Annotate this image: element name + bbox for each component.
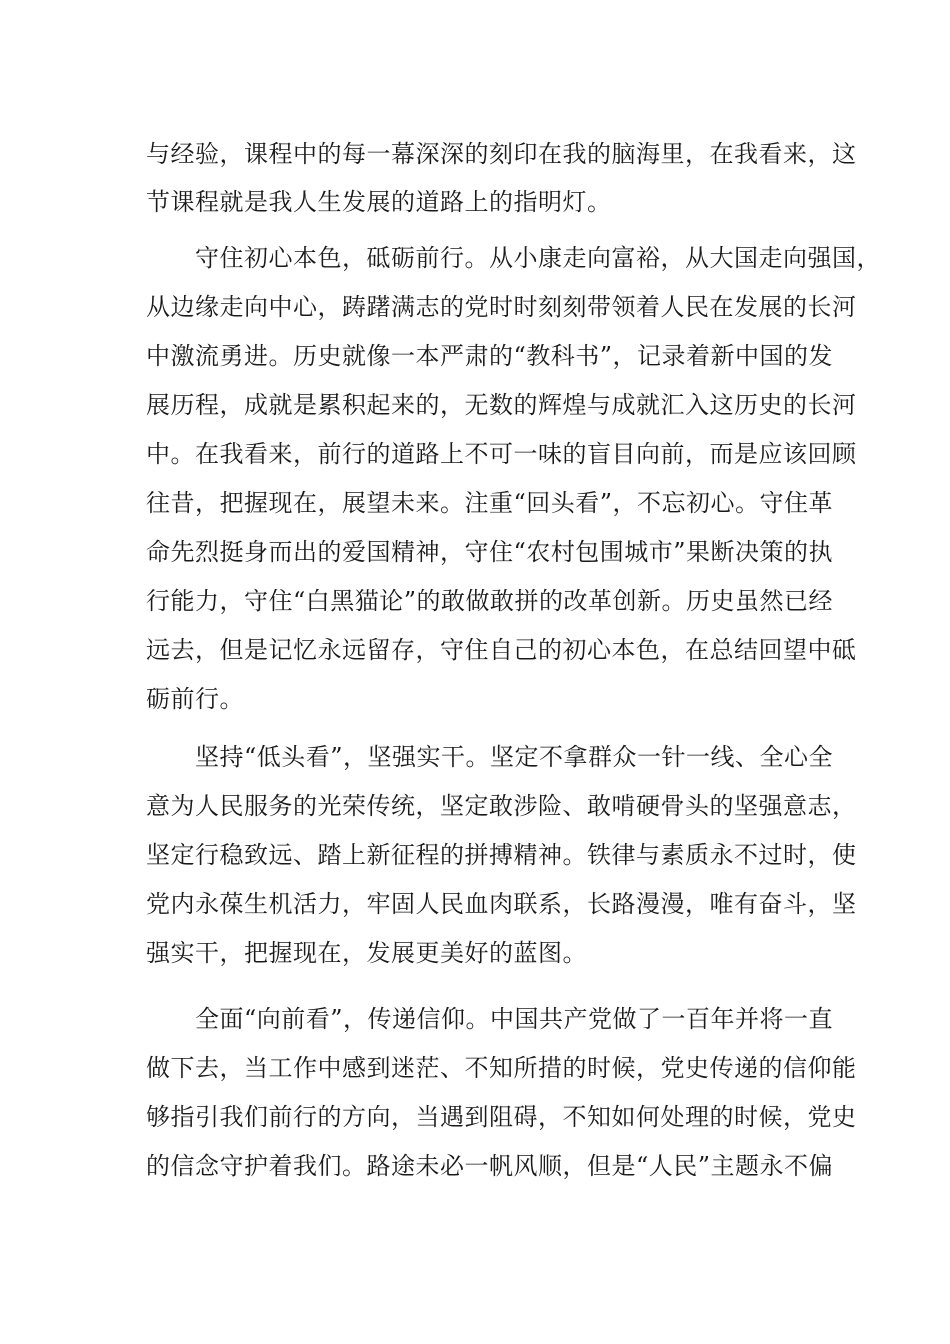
text-line: 展历程，成就是累积起来的，无数的辉煌与成就汇入这历史的长河 [146,391,857,419]
text-line: 节课程就是我人生发展的道路上的指明灯。 [146,188,612,216]
text-line: 行能力，守住“白黑猫论”的敢做敢拼的改革创新。历史虽然已经 [146,587,834,615]
text-line: 全面“向前看”，传递信仰。中国共产党做了一百年并将一直 [146,1005,834,1033]
text-line: 意为人民服务的光荣传统，坚定敢涉险、敢啃硬骨头的坚强意志， [146,792,857,820]
text-line: 与经验，课程中的每一幕深深的刻印在我的脑海里，在我看来，这 [146,140,857,168]
text-line: 中激流勇进。历史就像一本严肃的“教科书”，记录着新中国的发 [146,342,834,370]
text-line: 坚定行稳致远、踏上新征程的拼搏精神。铁律与素质永不过时，使 [146,841,857,869]
text-line: 砺前行。 [146,685,244,713]
text-line: 中。在我看来，前行的道路上不可一味的盲目向前，而是应该回顾 [146,440,857,468]
text-line: 从边缘走向中心，踌躇满志的党时时刻刻带领着人民在发展的长河 [146,293,857,321]
text-line: 的信念守护着我们。路途未必一帆风顺，但是“人民”主题永不偏 [146,1152,834,1180]
text-line: 强实干，把握现在，发展更美好的蓝图。 [146,939,587,967]
text-line: 够指引我们前行的方向，当遇到阻碍，不知如何处理的时候，党史 [146,1103,857,1131]
text-line: 往昔，把握现在，展望未来。注重“回头看”，不忘初心。守住革 [146,489,834,517]
text-line: 坚持“低头看”，坚强实干。坚定不拿群众一针一线、全心全 [146,743,834,771]
text-line: 党内永葆生机活力，牢固人民血肉联系，长路漫漫，唯有奋斗，坚 [146,890,857,918]
text-line: 远去，但是记忆永远留存，守住自己的初心本色，在总结回望中砥 [146,636,857,664]
text-line: 守住初心本色，砥砺前行。从小康走向富裕，从大国走向强国， [146,244,881,272]
text-line: 命先烈挺身而出的爱国精神，守住“农村包围城市”果断决策的执 [146,538,834,566]
text-line: 做下去，当工作中感到迷茫、不知所措的时候，党史传递的信仰能 [146,1054,857,1082]
